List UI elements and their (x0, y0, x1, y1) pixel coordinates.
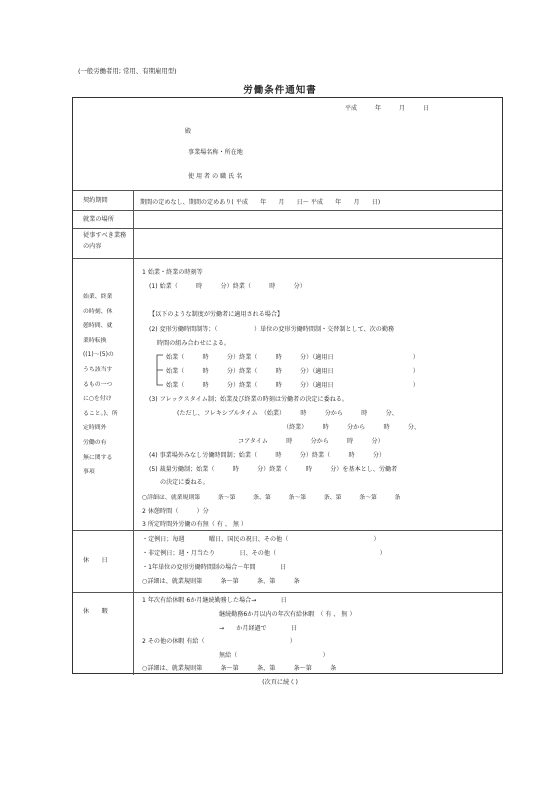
hours-label-line: 事項 (83, 469, 95, 476)
hours-label-line: 定時間外 (83, 425, 107, 432)
date-line: 平成 年 月 日 (345, 105, 430, 112)
leave-line: 1 年次有給休暇 6か月継続勤務した場合→ 日 (142, 597, 287, 604)
row-divider (73, 258, 502, 259)
hours-label-line: うち該当す (83, 366, 113, 373)
job-label: 従事すべき業務の内容 (83, 232, 127, 250)
leave-line: → か月経過で 日 (219, 625, 298, 632)
hours-line: 3 所定時間外労働の有無（ 有 、 無 ） (142, 521, 247, 528)
hours-label-line: ること。)、所 (83, 410, 118, 417)
holidays-line: ・1年単位の変形労働時間制の場合－年間 日 (142, 564, 287, 571)
hours-label-line: 始業、終業 (83, 294, 113, 300)
form-table (72, 97, 503, 674)
document-title: 労働条件通知書 (243, 85, 317, 96)
hours-label-line: に○を付け (83, 396, 112, 403)
row-divider (73, 228, 502, 229)
continued-note: (次頁に続く) (262, 679, 298, 686)
contract-period-label: 契約期間 (83, 197, 108, 204)
hours-line: (5) 裁量労働制；始業（ 時 分）終業（ 時 分）を基本とし、労働者 (149, 466, 398, 473)
employer-name-label: 使 用 者 の 職 氏 名 (188, 173, 243, 180)
holidays-line: ・非定例日；週・月当たり 日、その他（ ） (142, 550, 386, 557)
holidays-line: ○詳細は、就業規則第 条～第 条、第 条 (142, 578, 300, 585)
hours-label-line: の時刻、休 (83, 308, 113, 315)
hours-line: (ただし、フレキシブルタイム （始業） 時 分から 時 分、 (177, 410, 398, 417)
header-note: (一般労働者用; 常用、有期雇用型) (78, 67, 177, 75)
hours-line: (4) 事業場外みなし労働時間制；始業（ 時 分）終業（ 時 分） (149, 452, 386, 459)
hours-line: 1 始業・終業の時刻等 (142, 269, 203, 276)
hours-label-line: 無に関する (83, 454, 113, 461)
bracket-icon (153, 352, 165, 388)
hours-line: 【以下のような制度が労働者に適用される場合】 (149, 311, 284, 318)
hours-line: 始業（ 時 分）終業（ 時 分）（適用日 ） (166, 368, 419, 375)
column-divider (133, 190, 134, 675)
workplace-label: 就業の場所 (83, 216, 114, 223)
hours-label-line: 業時転換 (83, 337, 107, 344)
row-divider (73, 592, 502, 593)
hours-line: (2) 変形労働時間制等；（ ）単位の変形労働時間制・交替制として、次の勤務 (149, 326, 395, 333)
hours-line: 時間の組み合わせによる。 (157, 340, 231, 347)
hours-label-line: るもの一つ (83, 381, 113, 388)
hours-label (83, 290, 118, 480)
row-divider (73, 210, 502, 211)
hours-line: (1) 始業（ 時 分）終業（ 時 分） (149, 283, 306, 290)
row-divider (73, 530, 502, 531)
contract-period-text: 期間の定めなし、期間の定めあり( 平成 年 月 日～ 平成 年 月 日) (140, 199, 381, 206)
hours-line: （終業） 時 分から 時 分、 (283, 424, 421, 431)
holidays-label: 休 日 (83, 557, 108, 564)
leave-line: 無給（ ） (219, 652, 329, 659)
hours-line: 始業（ 時 分）終業（ 時 分）（適用日 ） (166, 354, 419, 361)
hours-line: ○詳細は、就業規則第 条～第 条、第 条～第 条、第 条～第 条 (142, 495, 401, 501)
hours-label-line: ((1)～(5)の (83, 352, 114, 359)
leave-label: 休 暇 (83, 608, 108, 615)
hours-label-line: 憩時間、就 (83, 323, 113, 330)
hours-line: の決定に委ねる。 (160, 479, 209, 486)
leave-line: 継続勤務6か月以内の年次有給休暇 （ 有 、 無 ） (219, 611, 356, 618)
row-divider (73, 190, 502, 191)
addressee-suffix: 殿 (185, 128, 192, 135)
hours-line: 2 休憩時間（ ）分 (142, 508, 209, 515)
hours-line: 始業（ 時 分）終業（ 時 分）（適用日 ） (166, 382, 419, 389)
holidays-line: ・定例日；毎週 曜日、国民の祝日、その他（ ） (142, 536, 380, 543)
hours-label-line: 労働の有 (83, 439, 107, 446)
employer-address-label: 事業場名称・所在地 (188, 149, 243, 156)
hours-line: コアタイム 時 分から 時 分） (238, 438, 384, 445)
leave-line: 2 その他の休暇 有給（ ） (142, 638, 297, 645)
hours-line: (3) フレックスタイム制；始業及び終業の時刻は労働者の決定に委ねる。 (149, 396, 348, 403)
leave-line: ○詳細は、就業規則第 条～第 条、第 条～第 条 (142, 665, 337, 672)
